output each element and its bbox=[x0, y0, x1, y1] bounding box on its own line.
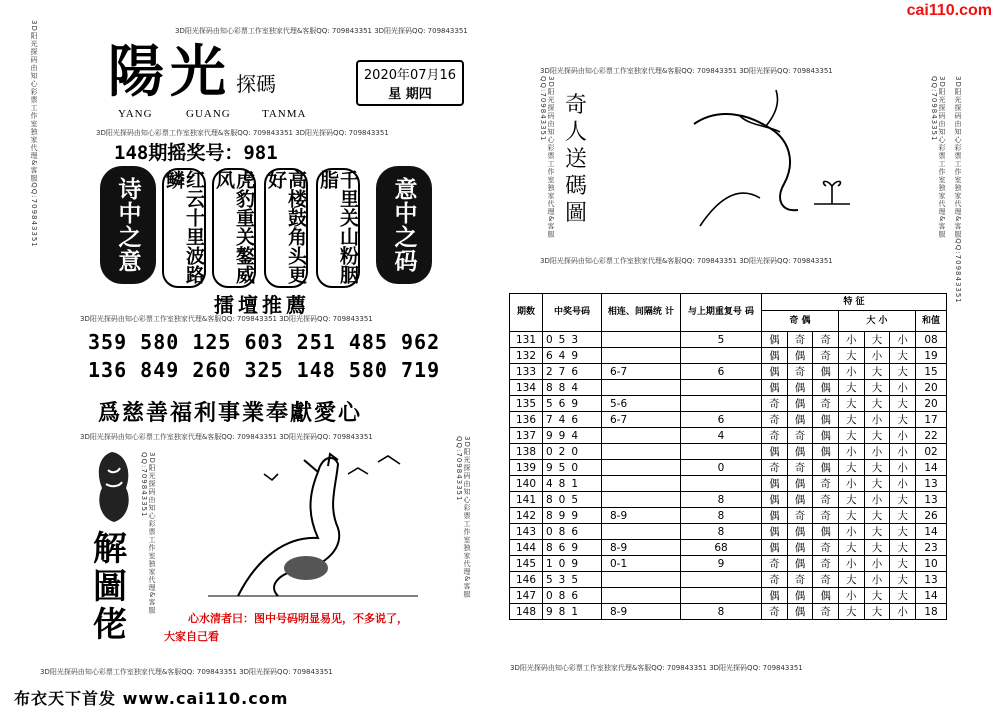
strip-qiren-bottom: 3D阳光探码由知心彩票工作室独家代理&客服QQ: 709843351 3D阳光探码QQ: 709843351 bbox=[540, 257, 833, 265]
header-span: 相连、间隔统 计 bbox=[602, 294, 681, 332]
span-cell bbox=[602, 524, 681, 540]
span-cell bbox=[602, 380, 681, 396]
sum-cell: 13 bbox=[916, 572, 947, 588]
table-row bbox=[510, 524, 947, 540]
table-row bbox=[510, 396, 947, 412]
odd-even-cell: 奇 bbox=[813, 492, 839, 508]
odd-even-cell: 奇 bbox=[813, 396, 839, 412]
vertical-strip-left: 3D阳光探码由知心彩票工作室独家代理&客服QQ:709843351 bbox=[30, 20, 38, 248]
table-row bbox=[510, 444, 947, 460]
draw-cell: 086 bbox=[543, 524, 602, 540]
big-small-cell: 小 bbox=[890, 428, 916, 444]
odd-even-cell: 偶 bbox=[787, 540, 813, 556]
issue-cell: 133 bbox=[510, 364, 543, 380]
span-cell bbox=[602, 332, 681, 348]
big-small-cell: 大 bbox=[838, 380, 864, 396]
issue-cell: 142 bbox=[510, 508, 543, 524]
span-cell bbox=[602, 444, 681, 460]
table-row bbox=[510, 476, 947, 492]
span-cell bbox=[602, 476, 681, 492]
big-small-cell: 大 bbox=[838, 540, 864, 556]
span-cell: 8-9 bbox=[602, 604, 681, 620]
odd-even-cell: 奇 bbox=[813, 508, 839, 524]
span-cell: 6-7 bbox=[602, 412, 681, 428]
strip-bottom-left: 3D阳光探码由知心彩票工作室独家代理&客服QQ: 709843351 3D阳光探码QQ: 709843351 bbox=[40, 668, 333, 676]
odd-even-cell: 偶 bbox=[787, 492, 813, 508]
logo-pinyin-3: TANMA bbox=[262, 108, 307, 120]
footer-text: 布衣天下首发 www.cai110.com bbox=[14, 689, 289, 708]
odd-even-cell: 偶 bbox=[813, 380, 839, 396]
table-row bbox=[510, 508, 947, 524]
draw-cell: 481 bbox=[543, 476, 602, 492]
issue-cell: 137 bbox=[510, 428, 543, 444]
odd-even-cell: 偶 bbox=[762, 332, 788, 348]
strip-under-logo: 3D阳光探码由知心彩票工作室独家代理&客服QQ: 709843351 3D阳光探码QQ: 709843351 bbox=[96, 129, 389, 137]
draw-cell: 649 bbox=[543, 348, 602, 364]
big-small-cell: 小 bbox=[890, 476, 916, 492]
numbers-row-2: 136 849 260 325 148 580 719 bbox=[88, 358, 441, 382]
draw-cell: 569 bbox=[543, 396, 602, 412]
issue-cell: 134 bbox=[510, 380, 543, 396]
big-small-cell: 小 bbox=[864, 556, 890, 572]
big-small-cell: 小 bbox=[890, 460, 916, 476]
table-row bbox=[510, 428, 947, 444]
span-cell bbox=[602, 492, 681, 508]
big-small-cell: 大 bbox=[838, 348, 864, 364]
odd-even-cell: 偶 bbox=[787, 412, 813, 428]
issue-cell: 148 bbox=[510, 604, 543, 620]
big-small-cell: 小 bbox=[890, 604, 916, 620]
vertical-strip-far-right: 3D阳光探码由知心彩票工作室独家代理&客服QQ:709843351 bbox=[954, 76, 962, 304]
big-small-cell: 小 bbox=[838, 588, 864, 604]
sum-cell: 13 bbox=[916, 492, 947, 508]
repeat-cell: 8 bbox=[681, 524, 762, 540]
big-small-cell: 大 bbox=[838, 412, 864, 428]
date-ymd: 2020年07月16 bbox=[363, 68, 457, 83]
sum-cell: 13 bbox=[916, 476, 947, 492]
big-small-cell: 大 bbox=[864, 332, 890, 348]
odd-even-cell: 偶 bbox=[787, 476, 813, 492]
big-small-cell: 小 bbox=[838, 524, 864, 540]
odd-even-cell: 偶 bbox=[762, 588, 788, 604]
span-cell: 5-6 bbox=[602, 396, 681, 412]
sum-cell: 20 bbox=[916, 380, 947, 396]
big-small-cell: 大 bbox=[838, 428, 864, 444]
big-small-cell: 大 bbox=[864, 428, 890, 444]
big-small-cell: 大 bbox=[864, 476, 890, 492]
draw-cell: 884 bbox=[543, 380, 602, 396]
odd-even-cell: 偶 bbox=[787, 444, 813, 460]
charity-slogan: 爲慈善福利事業奉獻愛心 bbox=[98, 400, 363, 426]
repeat-cell bbox=[681, 588, 762, 604]
big-small-cell: 小 bbox=[838, 556, 864, 572]
big-small-cell: 大 bbox=[864, 588, 890, 604]
odd-even-cell: 奇 bbox=[762, 604, 788, 620]
odd-even-cell: 偶 bbox=[813, 412, 839, 428]
qiren-drawing bbox=[680, 86, 870, 236]
span-cell: 8-9 bbox=[602, 540, 681, 556]
issue-cell: 143 bbox=[510, 524, 543, 540]
odd-even-cell: 偶 bbox=[762, 492, 788, 508]
odd-even-cell: 奇 bbox=[787, 364, 813, 380]
header-draw: 中奖号码 bbox=[543, 294, 602, 332]
portrait-image bbox=[92, 448, 136, 524]
header-sum: 和值 bbox=[916, 311, 947, 332]
repeat-cell: 0 bbox=[681, 460, 762, 476]
odd-even-cell: 偶 bbox=[813, 524, 839, 540]
table-row bbox=[510, 460, 947, 476]
odd-even-cell: 偶 bbox=[813, 588, 839, 604]
logo-pinyin-2: GUANG bbox=[186, 108, 231, 120]
draw-cell: 109 bbox=[543, 556, 602, 572]
issue-cell: 146 bbox=[510, 572, 543, 588]
odd-even-cell: 偶 bbox=[762, 508, 788, 524]
odd-even-cell: 偶 bbox=[787, 604, 813, 620]
issue-cell: 147 bbox=[510, 588, 543, 604]
issue-cell: 140 bbox=[510, 476, 543, 492]
odd-even-cell: 奇 bbox=[813, 348, 839, 364]
logo-pinyin-1: YANG bbox=[118, 108, 153, 120]
big-small-cell: 大 bbox=[838, 396, 864, 412]
puzzle-drawing bbox=[168, 446, 452, 602]
span-cell bbox=[602, 572, 681, 588]
span-cell bbox=[602, 460, 681, 476]
sum-cell: 23 bbox=[916, 540, 947, 556]
draw-cell: 053 bbox=[543, 332, 602, 348]
issue-cell: 145 bbox=[510, 556, 543, 572]
sum-cell: 20 bbox=[916, 396, 947, 412]
strip-recommend: 3D阳光探码由知心彩票工作室独家代理&客服QQ: 709843351 3D阳光探码QQ: 709843351 bbox=[80, 315, 373, 323]
big-small-cell: 小 bbox=[890, 444, 916, 460]
issue-cell: 132 bbox=[510, 348, 543, 364]
site-watermark: cai110.com bbox=[906, 2, 992, 19]
big-small-cell: 小 bbox=[864, 572, 890, 588]
odd-even-cell: 奇 bbox=[762, 460, 788, 476]
odd-even-cell: 奇 bbox=[787, 508, 813, 524]
logo-sub: 探碼 bbox=[236, 72, 276, 96]
big-small-cell: 小 bbox=[864, 492, 890, 508]
draw-cell: 535 bbox=[543, 572, 602, 588]
big-small-cell: 小 bbox=[838, 444, 864, 460]
odd-even-cell: 奇 bbox=[813, 332, 839, 348]
draw-cell: 805 bbox=[543, 492, 602, 508]
strip-charity: 3D阳光探码由知心彩票工作室独家代理&客服QQ: 709843351 3D阳光探码QQ: 709843351 bbox=[80, 433, 373, 441]
issue-cell: 138 bbox=[510, 444, 543, 460]
big-small-cell: 大 bbox=[838, 604, 864, 620]
odd-even-cell: 偶 bbox=[762, 476, 788, 492]
repeat-cell bbox=[681, 396, 762, 412]
big-small-cell: 大 bbox=[838, 492, 864, 508]
big-small-cell: 大 bbox=[890, 588, 916, 604]
table-row bbox=[510, 604, 947, 620]
odd-even-cell: 奇 bbox=[787, 428, 813, 444]
poem-right-label: 意中之码 bbox=[376, 166, 432, 284]
odd-even-cell: 奇 bbox=[762, 572, 788, 588]
odd-even-cell: 奇 bbox=[762, 556, 788, 572]
repeat-cell: 5 bbox=[681, 332, 762, 348]
span-cell: 8-9 bbox=[602, 508, 681, 524]
poem-column-2: 虎豹重关鏊威风 bbox=[212, 168, 256, 288]
big-small-cell: 小 bbox=[864, 348, 890, 364]
big-small-cell: 小 bbox=[838, 364, 864, 380]
issue-cell: 136 bbox=[510, 412, 543, 428]
repeat-cell: 8 bbox=[681, 508, 762, 524]
vertical-strip-qiren-left: 3D阳光探码由知心彩票工作室独家代理&客服QQ:709843351 bbox=[539, 76, 555, 239]
sum-cell: 14 bbox=[916, 524, 947, 540]
table-row bbox=[510, 588, 947, 604]
date-box bbox=[356, 60, 464, 106]
odd-even-cell: 偶 bbox=[813, 460, 839, 476]
draw-cell: 950 bbox=[543, 460, 602, 476]
odd-even-cell: 偶 bbox=[762, 380, 788, 396]
jie-label: 解圖佬 bbox=[93, 529, 127, 645]
big-small-cell: 大 bbox=[890, 540, 916, 556]
big-small-cell: 大 bbox=[838, 508, 864, 524]
odd-even-cell: 奇 bbox=[813, 572, 839, 588]
odd-even-cell: 偶 bbox=[787, 556, 813, 572]
issue-cell: 135 bbox=[510, 396, 543, 412]
big-small-cell: 大 bbox=[890, 364, 916, 380]
date-weekday: 星 期四 bbox=[388, 87, 432, 102]
note-line-1: 心水清者曰：图中号码明显易见，不多说了， bbox=[188, 612, 408, 625]
span-cell bbox=[602, 348, 681, 364]
header-big-small: 大 小 bbox=[838, 311, 915, 332]
sum-cell: 10 bbox=[916, 556, 947, 572]
issue-line: 148期摇奖号：981 bbox=[114, 142, 278, 164]
strip-top-right: 3D阳光探码由知心彩票工作室独家代理&客服QQ: 709843351 3D阳光探码QQ: 709843351 bbox=[540, 67, 833, 75]
span-cell bbox=[602, 428, 681, 444]
sum-cell: 19 bbox=[916, 348, 947, 364]
draw-cell: 020 bbox=[543, 444, 602, 460]
table-row bbox=[510, 348, 947, 364]
odd-even-cell: 奇 bbox=[813, 604, 839, 620]
draw-cell: 086 bbox=[543, 588, 602, 604]
odd-even-cell: 偶 bbox=[813, 444, 839, 460]
big-small-cell: 小 bbox=[864, 444, 890, 460]
repeat-cell bbox=[681, 444, 762, 460]
repeat-cell bbox=[681, 572, 762, 588]
table-row bbox=[510, 572, 947, 588]
repeat-cell bbox=[681, 380, 762, 396]
repeat-cell: 8 bbox=[681, 492, 762, 508]
repeat-cell: 4 bbox=[681, 428, 762, 444]
repeat-cell: 6 bbox=[681, 412, 762, 428]
sum-cell: 22 bbox=[916, 428, 947, 444]
odd-even-cell: 偶 bbox=[813, 364, 839, 380]
odd-even-cell: 奇 bbox=[762, 412, 788, 428]
odd-even-cell: 奇 bbox=[787, 460, 813, 476]
draw-cell: 899 bbox=[543, 508, 602, 524]
big-small-cell: 小 bbox=[838, 476, 864, 492]
big-small-cell: 大 bbox=[864, 460, 890, 476]
sum-cell: 17 bbox=[916, 412, 947, 428]
repeat-cell: 68 bbox=[681, 540, 762, 556]
big-small-cell: 大 bbox=[864, 396, 890, 412]
odd-even-cell: 奇 bbox=[787, 572, 813, 588]
strip-top-left: 3D阳光探码由知心彩票工作室独家代理&客服QQ: 709843351 3D阳光探码QQ: 709843351 bbox=[175, 27, 468, 35]
big-small-cell: 小 bbox=[838, 332, 864, 348]
issue-cell: 144 bbox=[510, 540, 543, 556]
span-cell: 6-7 bbox=[602, 364, 681, 380]
big-small-cell: 小 bbox=[864, 412, 890, 428]
draw-cell: 869 bbox=[543, 540, 602, 556]
big-small-cell: 大 bbox=[864, 604, 890, 620]
note-line-2: 大家自己看 bbox=[164, 630, 219, 643]
table-row bbox=[510, 364, 947, 380]
odd-even-cell: 奇 bbox=[762, 396, 788, 412]
big-small-cell: 小 bbox=[890, 332, 916, 348]
table-row bbox=[510, 380, 947, 396]
table-row bbox=[510, 492, 947, 508]
header-repeat: 与上期重复号 码 bbox=[681, 294, 762, 332]
span-cell: 0-1 bbox=[602, 556, 681, 572]
odd-even-cell: 偶 bbox=[762, 524, 788, 540]
repeat-cell: 9 bbox=[681, 556, 762, 572]
qiren-title: 奇人送碼圖 bbox=[564, 93, 587, 226]
table-row bbox=[510, 556, 947, 572]
big-small-cell: 大 bbox=[890, 508, 916, 524]
numbers-row-1: 359 580 125 603 251 485 962 bbox=[88, 330, 441, 354]
big-small-cell: 大 bbox=[838, 460, 864, 476]
big-small-cell: 大 bbox=[864, 364, 890, 380]
big-small-cell: 大 bbox=[890, 524, 916, 540]
vertical-strip-drawing-left: 3D阳光探码由知心彩票工作室独家代理&客服QQ:709843351 bbox=[140, 452, 156, 615]
big-small-cell: 大 bbox=[890, 556, 916, 572]
odd-even-cell: 偶 bbox=[762, 540, 788, 556]
poem-column-4: 千里关山粉胭脂 bbox=[316, 168, 360, 288]
poem-column-3: 高楼鼓角头更好 bbox=[264, 168, 308, 288]
sum-cell: 08 bbox=[916, 332, 947, 348]
issue-cell: 131 bbox=[510, 332, 543, 348]
odd-even-cell: 奇 bbox=[762, 428, 788, 444]
draw-cell: 276 bbox=[543, 364, 602, 380]
big-small-cell: 大 bbox=[864, 380, 890, 396]
header-issue: 期数 bbox=[510, 294, 543, 332]
draw-cell: 981 bbox=[543, 604, 602, 620]
poem-left-label: 诗中之意 bbox=[100, 166, 156, 284]
big-small-cell: 大 bbox=[890, 412, 916, 428]
sum-cell: 14 bbox=[916, 460, 947, 476]
odd-even-cell: 奇 bbox=[813, 476, 839, 492]
sum-cell: 26 bbox=[916, 508, 947, 524]
strip-table-bottom: 3D阳光探码由知心彩票工作室独家代理&客服QQ: 709843351 3D阳光探码QQ: 709843351 bbox=[510, 664, 803, 672]
big-small-cell: 大 bbox=[864, 540, 890, 556]
big-small-cell: 大 bbox=[864, 524, 890, 540]
odd-even-cell: 偶 bbox=[813, 428, 839, 444]
big-small-cell: 大 bbox=[864, 508, 890, 524]
odd-even-cell: 奇 bbox=[813, 540, 839, 556]
poem-column-1: 红云十里波路鳞 bbox=[162, 168, 206, 288]
draw-cell: 994 bbox=[543, 428, 602, 444]
vertical-strip-qiren-right: 3D阳光探码由知心彩票工作室独家代理&客服QQ:709843351 bbox=[930, 76, 946, 239]
header-odd-even: 奇 偶 bbox=[762, 311, 839, 332]
sum-cell: 14 bbox=[916, 588, 947, 604]
header-feature: 特 征 bbox=[762, 294, 947, 311]
odd-even-cell: 奇 bbox=[813, 556, 839, 572]
poem-panel bbox=[98, 164, 434, 288]
sum-cell: 15 bbox=[916, 364, 947, 380]
big-small-cell: 大 bbox=[890, 348, 916, 364]
odd-even-cell: 偶 bbox=[762, 348, 788, 364]
repeat-cell bbox=[681, 476, 762, 492]
repeat-cell: 8 bbox=[681, 604, 762, 620]
odd-even-cell: 偶 bbox=[762, 444, 788, 460]
recommend-title: 擂壇推薦 bbox=[214, 293, 310, 317]
table-row bbox=[510, 332, 947, 348]
history-table bbox=[509, 293, 947, 620]
table-row bbox=[510, 412, 947, 428]
odd-even-cell: 偶 bbox=[787, 380, 813, 396]
sum-cell: 02 bbox=[916, 444, 947, 460]
odd-even-cell: 偶 bbox=[787, 348, 813, 364]
span-cell bbox=[602, 588, 681, 604]
sum-cell: 18 bbox=[916, 604, 947, 620]
repeat-cell: 6 bbox=[681, 364, 762, 380]
repeat-cell bbox=[681, 348, 762, 364]
odd-even-cell: 偶 bbox=[787, 396, 813, 412]
odd-even-cell: 偶 bbox=[762, 364, 788, 380]
big-small-cell: 大 bbox=[890, 572, 916, 588]
odd-even-cell: 偶 bbox=[787, 524, 813, 540]
table-row bbox=[510, 540, 947, 556]
odd-even-cell: 偶 bbox=[787, 588, 813, 604]
draw-cell: 746 bbox=[543, 412, 602, 428]
big-small-cell: 小 bbox=[890, 380, 916, 396]
big-small-cell: 大 bbox=[890, 396, 916, 412]
big-small-cell: 大 bbox=[890, 492, 916, 508]
big-small-cell: 大 bbox=[838, 572, 864, 588]
logo-chinese: 陽光 bbox=[108, 39, 232, 105]
vertical-strip-drawing-right: 3D阳光探码由知心彩票工作室独家代理&客服QQ:709843351 bbox=[455, 436, 471, 599]
odd-even-cell: 奇 bbox=[787, 332, 813, 348]
issue-cell: 141 bbox=[510, 492, 543, 508]
issue-cell: 139 bbox=[510, 460, 543, 476]
